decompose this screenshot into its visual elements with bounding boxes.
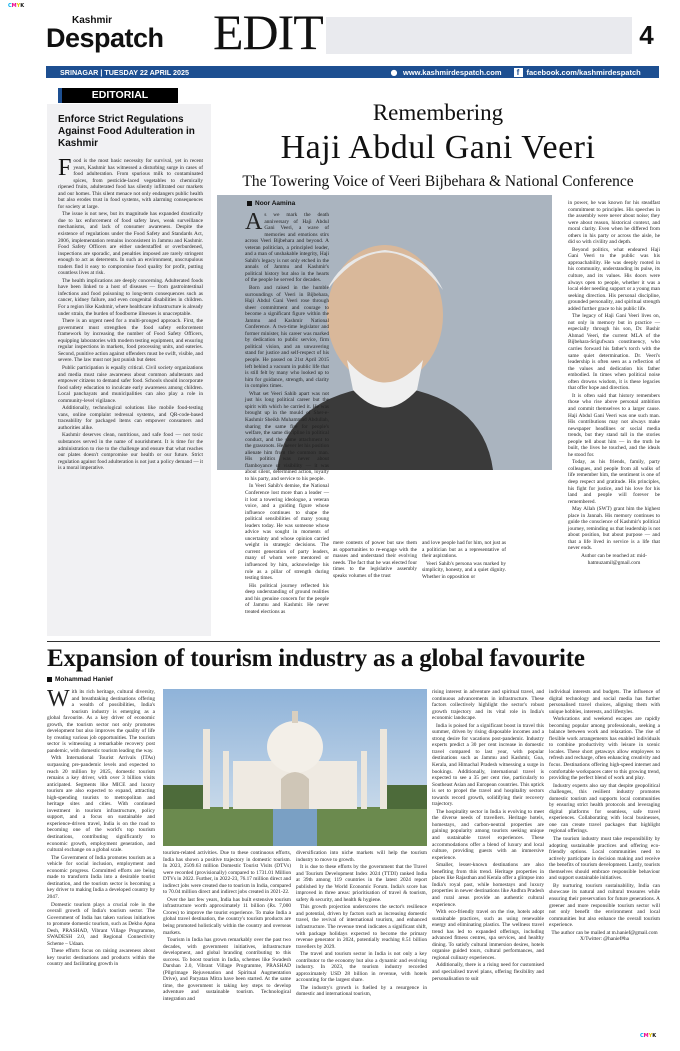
- editorial-label-box: [58, 88, 178, 103]
- tourism-paragraph: tourism-related activities. Due to these continuous efforts, India has shown a positive trajectory in domestic tourism. In 2023, 2509.63 million Domestic Tourist Visits (DTVs) were recorded (provisionally) compared to 1731.01 Million DTVs in 2022. Further, in 2022-23, 76.17 million direct and indirect jobs were created due to tourism in India, compared to 70.04 million direct and indirect jobs created in 2021-22.: [163, 850, 291, 896]
- tourism-paragraph: rising interest in adventure and spiritual travel, and continuous advancements in infrastructure. These factors collectively highlight the sector's robust growth trajectory and its vital role in India's economic landscape.: [432, 689, 544, 722]
- tourism-paragraph: Industry experts also say that despite geopolitical challenges, this resilient industry promotes domestic tourism and supports local communities by ensuring strict health protocols and leveraging digital platforms for seamless, safe travel experiences. Collaborating with local businesses, one can create travel packages that highlight regional offerings.: [549, 782, 660, 835]
- facebook-icon: f: [514, 68, 523, 77]
- tourism-paragraph: The tourism industry must take responsibility by adopting sustainable practices and offering eco-friendly options. Local communities need to actively participate in decision making and receive the benefits of tourism development. Lastly, tourists themselves should embrace responsible behaviour and support sustainable initiatives.: [549, 836, 660, 882]
- feature-column-4: [568, 200, 660, 612]
- editorial-headline: Enforce Strict Regulations Against Food Adulteration in Kashmir: [58, 114, 195, 149]
- section-divider: [47, 641, 660, 642]
- feature-paragraph: in power, he was known for his steadfast commitment to principles. His speeches in the assembly were never about noise; they were about reason, historical context, and moral clarity. Even when he differed from others in his party or across the aisle, he did so with civility and depth.: [568, 200, 660, 246]
- feature-author: Noor Aamina: [255, 200, 296, 207]
- tourism-dropcap: W: [47, 686, 70, 712]
- website-link[interactable]: www.kashmirdespatch.com: [403, 67, 502, 77]
- editorial-paragraph: Public participation is equally critical. Civil society organizations and media must raise awareness about common adulterants and empower citizens to demand safer food. Schools should incorporate food safety education to inculcate early awareness among children. Local panchayats and municipalities can also play a role in community-level vigilance.: [58, 364, 203, 404]
- feature-column-3: [422, 540, 506, 580]
- feature-paragraph: Born and raised in the humble surroundings of Veeri in Bijbehara, Haji Abdul Gani Veeri rose through sheer commitment and courage to become a significant figure within the Jammu and Kashmir National Conference. A two-time legislator and former minister, his career was marked by dedication to public service, firm political vision, and an unwavering stand for justice and self-respect of his people. He passed on 21st April 2015 left behind a vacuum in public life that is still felt by many who looked up to him for guidance, strength, and clarity in complex times.: [245, 285, 329, 390]
- tourism-paragraph: individual interests and budgets. The influence of digital technology and social media has further personalised travel choices, aligning them with unique hobbies, interests, and lifestyles.: [549, 689, 660, 715]
- editorial-paragraph: Kashmir deserves clean, nutritious, and safe food — not toxic substances served in the name of nourishment. It is time for the administration to rise to the challenge and ensure that what reaches our plates doesn't compromise our health or our future. Strict regulation against food adulteration is not just a policy demand — it is a moral imperative.: [58, 432, 203, 472]
- cmyk-marker-top: C M Y K: [8, 3, 25, 9]
- feature-paragraph: It is often said that history remembers those who rise above personal ambition and commit themselves to a larger cause. Haji Abdul Gani Veeri was one such man. His contributions may not always make newspaper headlines or social media trends, but they stand tall in the stories people tell about him — in the truth he built, the lives he touched, and the ideals he stood for.: [568, 392, 660, 458]
- tourism-paragraph: diversification into niche markets will help the tourism industry to move to growth.: [296, 850, 427, 863]
- tourism-paragraph: With International Tourist Arrivals (ITAs) surpassing pre-pandemic levels and expected to reach 20 million by 2025, domestic tourism remains a key driver, with over 3 billion visits anticipated. Segments like MICE and luxury tourism are also expected to expand, attracting high-spending tourists to metropolitan and heritage sites and cities. With continued investment in tourism infrastructure, policy support, and a focus on sustainable and experience-driven travel, India is on the road to becoming one of the world's top tourism destinations, contributing significantly to economic growth, employment generation, and cultural exchange on a global scale.: [47, 755, 155, 854]
- tourism-paragraph: The hospitality sector in India is evolving to meet the diverse needs of travellers. Heritage hotels, homestays, and carbon-neutral properties are gaining popularity among tourists seeking unique and sustainable travel experiences. These accommodations offer a blend of luxury and local culture, providing guests with an immersive experience.: [432, 808, 544, 861]
- feature-column-2: [333, 540, 417, 580]
- feature-paragraph: His political journey reflected his deep understanding of ground realities and his genuine concern for the people of Jammu and Kashmir. He never treated elections as: [245, 582, 329, 615]
- masthead-strip: [46, 66, 659, 78]
- feature-paragraph: Beyond politics, what endeared Haji Gani Veeri to the public was his approachability. He was deeply rooted in his community, understanding its pulse, its culture, and its values. His doors were always open to people, whether it was a local elder needing support or a young man seeking direction. His personal discipline, grounded personality, and spiritual strength added further grace to his public life.: [568, 246, 660, 312]
- feature-paragraph: and love people had for him, not just as a politician but as a representative of their aspirations.: [422, 540, 506, 560]
- tourism-photo: [163, 689, 427, 846]
- tourism-paragraph: Workcations and weekend escapes are rapidly becoming popular among professionals, seeking a balance between work and relaxation. The rise of flexible work arrangements has enabled individuals to combine productivity with leisure in scenic locales. These short getaways allow employees to refresh and recharge, often enhancing creativity and focus. Destinations offering high-speed internet and comfortable workspaces cater to this growing trend, providing the perfect blend of work and play.: [549, 716, 660, 782]
- feature-kicker: Remembering: [372, 100, 504, 125]
- editorial-paragraph: ood is the most basic necessity for survival, yet in recent years, Kashmir has witnessed a disturbing surge in cases of food adulteration. From spurious milk to contaminated spices, from pesticide-laced vegetables to chemically ripened fruits, adulterated food has silently infiltrated our markets and our homes. This silent menace not only endangers public health but also erodes trust in food systems, with alarming consequences for society at large.: [58, 158, 203, 210]
- tourism-paragraph: Smaller, lesser-known destinations are also benefiting from this trend. Heritage properties in places like Rajasthan and Kerala offer a glimpse into India's royal past, while homestays and luxury properties in newer destinations like Andhra Pradesh and rural areas provide an authentic cultural experience.: [432, 862, 544, 908]
- feature-paragraph: In Veeri Sahib's demise, the National Conference lost more than a leader — it lost a towering ideologue, a veteran voice, and a guiding figure whose influence continues to shape the political sensibilities of many young leaders today. He was someone whose advice was sought in moments of uncertainty and whose opinion carried weight in strategic decisions. The current generation of party leaders, many of whom were mentored or influenced by him, acknowledge his role as a pillar of strength during testing times.: [245, 483, 329, 582]
- globe-icon: ●: [390, 67, 398, 77]
- tourism-author: Mohammad Hanief: [55, 676, 113, 683]
- feature-paragraph: The legacy of Haji Gani Veeri lives on, not only in memory but in practice — especially through his son, Dr. Bashir Ahmad Veeri, the current MLA of the Bijbehara-Srigufwara constituency, who carries forward his father's torch with the same quiet determination. Dr. Veeri's leadership is often seen as a reflection of the values and dedication his father embodied. In times when political noise often drowns wisdom, it is these legacies that offer hope and direction.: [568, 313, 660, 392]
- tourism-paragraph: India is poised for a significant boost in travel this summer, driven by rising disposable incomes and a strong desire for vacations post-pandemic. Industry experts predict a 30 per cent increase in domestic travel compared to last year, with popular destinations such as Jammu and Kashmir, Goa, Kerala, and Himachal Pradesh witnessing a surge in bookings. Additionally, international travel is expected to see a 35 per cent rise, particularly to Southeast Asian and European countries. This uptick is set to propel the travel and hospitality sectors towards record growth, solidifying their recovery trajectory.: [432, 722, 544, 808]
- dateline: SRINAGAR | TUESDAY 22 APRIL 2025: [60, 67, 190, 77]
- tourism-paragraph: With eco-friendly travel on the rise, hotels adopt sustainable practices, such as using renewable energy and eliminating plastics. The wellness travel trend has led to expanded offerings, including advanced fitness centres, spa services, and healthy dining. To satisfy cultural immersion desires, hotels organise guided tours, cultural performances, and regional culinary experiences.: [432, 909, 544, 961]
- tourism-paragraph: Additionally, there is a rising need for customised and specialised travel plans, offering flexibility and personalisation to suit: [432, 962, 544, 982]
- tourism-paragraph: The Government of India promotes tourism as a vehicle for social inclusion, employment and economic progress. Committed efforts are being made to transform India into a desirable tourist destination, and the tourism sector is becoming a key driver to making India a developed country by 2047.: [47, 854, 155, 900]
- feature-paragraph: mere contests of power but saw them as opportunities to re-engage with the masses and understand their evolving needs. The fact that he was elected four times to the legislative assembly speaks volumes of the trust: [333, 540, 417, 579]
- masthead-band: [326, 17, 632, 54]
- tourism-byline: [47, 676, 113, 683]
- editorial-body: [58, 155, 203, 634]
- tourism-paragraph: It is due to these efforts by the government that the Travel and Tourism Development Index 2024 (TTDI) ranked India at 39th among 119 countries in the latest 2024 report published by the World Economic Forum. India's score has improved in three areas: prioritisation of travel & tourism, safety & security, and health & hygiene.: [296, 864, 427, 903]
- feature-author-contact: Author can be reached at: mid-hatmuzamil@gmail.com: [581, 552, 647, 566]
- feature-dropcap: A: [245, 209, 263, 235]
- feature-paragraph: May Allah (SWT) grant him the highest place in Jannah. His memory continues to guide the conscience of Kashmir's political journey, reminding us that leadership is not about position, but about purpose — and that a life lived in service is a life that never ends.: [568, 506, 660, 552]
- tourism-column-2: [163, 850, 291, 1018]
- byline-square-icon: [247, 201, 252, 206]
- masthead-title-top: Kashmir: [72, 15, 113, 26]
- editorial-paragraph: There is an urgent need for a multi-pronged approach. First, the government must strengthen the food safety enforcement framework by increasing the number of Food Safety Officers, equipping laboratories with modern testing equipment, and ensuring regular inspections in markets, food processing units, and eateries. Second, punitive action against offenders must be swift, visible, and severe. The law must not just punish but deter.: [58, 318, 203, 364]
- feature-subhead: The Towering Voice of Veeri Bijbehara & National Conference: [242, 173, 634, 190]
- editorial-dropcap: F: [58, 155, 72, 181]
- tourism-paragraph: Domestic tourism plays a crucial role in the overall growth of India's tourism sector. The Government of India has taken various initiatives to promote domestic tourism, such as Dekho Apna Desh, PRASHAD, Vibrant Village Programme, SWADESH 2.0, and Regional Connectivity Scheme – Udaan.: [47, 901, 155, 947]
- tourism-paragraph: The travel and tourism sector in India is not only a key contributor to the economy but also a dynamic and evolving industry. In 2023, the tourism industry recorded approximately USD 28 billion in revenue, with hotels accounting for the largest share.: [296, 951, 427, 984]
- feature-paragraph: Veeri Sahib's persona was marked by simplicity, honesty, and a quiet dignity. Whether in opposition or: [422, 560, 506, 580]
- tourism-paragraph: ith its rich heritage, cultural diversity, and breathtaking destinations offering a wealth of possibilities, India's tourism industry is emerging as a global favourite. As a key driver of economic growth, the tourism sector not only promotes development but also improves the quality of life by creating various job opportunities. The tourism sector is witnessing a remarkable recovery post pandemic, with domestic tourism leading the way.: [47, 689, 155, 754]
- editorial-label: EDITORIAL: [91, 89, 149, 101]
- page-number: 4: [639, 20, 654, 50]
- tourism-author-contact: The author can be mailed at m.hanief@gmail.com X/Twitter: @hanief#ha: [551, 929, 658, 943]
- tourism-paragraph: Over the last few years, India has built extensive tourism infrastructure worth approximately 11 billion (Rs. 7,000 Crores) to improve the tourist experience. To make India a global travel destination, the country's tourism products are being promoted holistically within the country and overseas markets.: [163, 896, 291, 936]
- facebook-link[interactable]: facebook.com/kashmirdespatch: [526, 67, 641, 77]
- feature-headline: Haji Abdul Gani Veeri: [280, 129, 596, 166]
- editorial-paragraph: The health implications are deeply concerning. Adulterated foods have been linked to a host of diseases — from gastrointestinal infections and food poisoning to long-term consequences such as cancer, kidney failure, and even congenital disabilities in children. For a region like Kashmir, where healthcare infrastructure is already under strain, the burden of foodborne illnesses is unacceptable.: [58, 277, 203, 317]
- tourism-paragraph: This growth projection underscores the sector's resilience and potential, driven by factors such as increasing domestic travel, the revival of international tourism, and enhanced infrastructure. The revenue trend indicates a significant shift, with package holidays expected to become the primary revenue generator in 2024, potentially reaching 8.51 billion travellers by 2029.: [296, 904, 427, 950]
- masthead-logo: [46, 16, 180, 56]
- tourism-column-1: [47, 686, 155, 1019]
- tourism-paragraph: These efforts focus on raising awareness about key tourist destinations and products within the country and facilitating growth in: [47, 948, 155, 968]
- section-title: EDIT: [213, 4, 323, 60]
- feature-paragraph: Today, as his friends, family, party colleagues, and people from all walks of life remember him, the sentiment is one of deep respect and gratitude. His principles, his fight for justice, and his love for his land and people will forever be remembered.: [568, 459, 660, 505]
- tourism-headline: Expansion of tourism industry as a global favourite: [47, 645, 585, 672]
- cmyk-marker-bottom: C M Y K: [640, 1033, 657, 1039]
- tourism-column-4: [432, 689, 544, 1018]
- editorial-paragraph: The issue is not new, but its magnitude has expanded drastically due to lax enforcement of food safety laws, weak surveillance mechanisms, and lack of consumer awareness. Despite the existence of regulations under the Food Safety and Standards Act, 2006, implementation remains inconsistent in Jammu and Kashmir. Food Safety Officers are either understaffed or overburdened, inspections are sporadic, and penalties imposed are rarely stringent enough to act as deterrents. In such an environment, unscrupulous traders find it easy to compromise food quality for profit, putting countless lives at risk.: [58, 211, 203, 277]
- feature-column-1: [245, 209, 329, 615]
- masthead-title: Despatch: [46, 23, 164, 53]
- tourism-paragraph: By nurturing tourism sustainability, India can showcase its natural and cultural treasures while ensuring their preservation for future generations. A greener and more responsible tourism sector will not only benefit the environment and local communities but also enhance the overall tourism experience.: [549, 882, 660, 929]
- feature-paragraph: s we mark the death anniversary of Haji Abdul Gani Veeri, a wave of memories and emotions stirs across Veeri Bijbehara and beyond. A veteran politician, a principled leader, and a man of unshakable integrity, Haji Sahib's legacy is not only etched in the annals of Jammu and Kashmir's political history but also in the hearts of the people he served for decades.: [245, 212, 329, 284]
- taj-mahal-image: [163, 689, 427, 846]
- tourism-column-5: [549, 689, 660, 1018]
- byline-square-icon: [47, 677, 52, 682]
- editorial-paragraph: Additionally, technological solutions like mobile food-testing vans, online complaint redressal systems, and QR-code-based traceability for packaged items can empower consumers and authorities alike.: [58, 405, 203, 431]
- feature-byline: [247, 200, 295, 207]
- tourism-paragraph: The industry's growth is fuelled by a resurgence in domestic and international tourism,: [296, 984, 427, 998]
- tourism-paragraph: Tourism in India has grown remarkably over the past two decades, with government initiatives, infrastructure development, and global branding contributing to this success. To boost tourism in India, schemes like Swadesh Darshan 2.0, Vibrant Village Programme, PRASHAD (Pilgrimage Rejuvenation and Spiritual Augmentation Drive), and Paryatan Mitra have been started. At the same time, the government is taking key steps to develop adventure and sustainable tourism. Technological integration and: [163, 937, 291, 1003]
- tourism-column-3: [296, 850, 427, 1018]
- feature-paragraph: What set Veeri Sahib apart was not just his long political career but the spirit with which he carried it. He was brought up in the mould of Sher-e-Kashmir Sheikh Muhammad Abdullah, sharing the same fire for people's welfare, the same discipline in political conduct, and the same attachment to the grassroots. He never let his position alienate him from the common man. His politics was never about flamboyance or visibility — it was about silent, determined action, loyalty to his party, and service to his people.: [245, 390, 329, 482]
